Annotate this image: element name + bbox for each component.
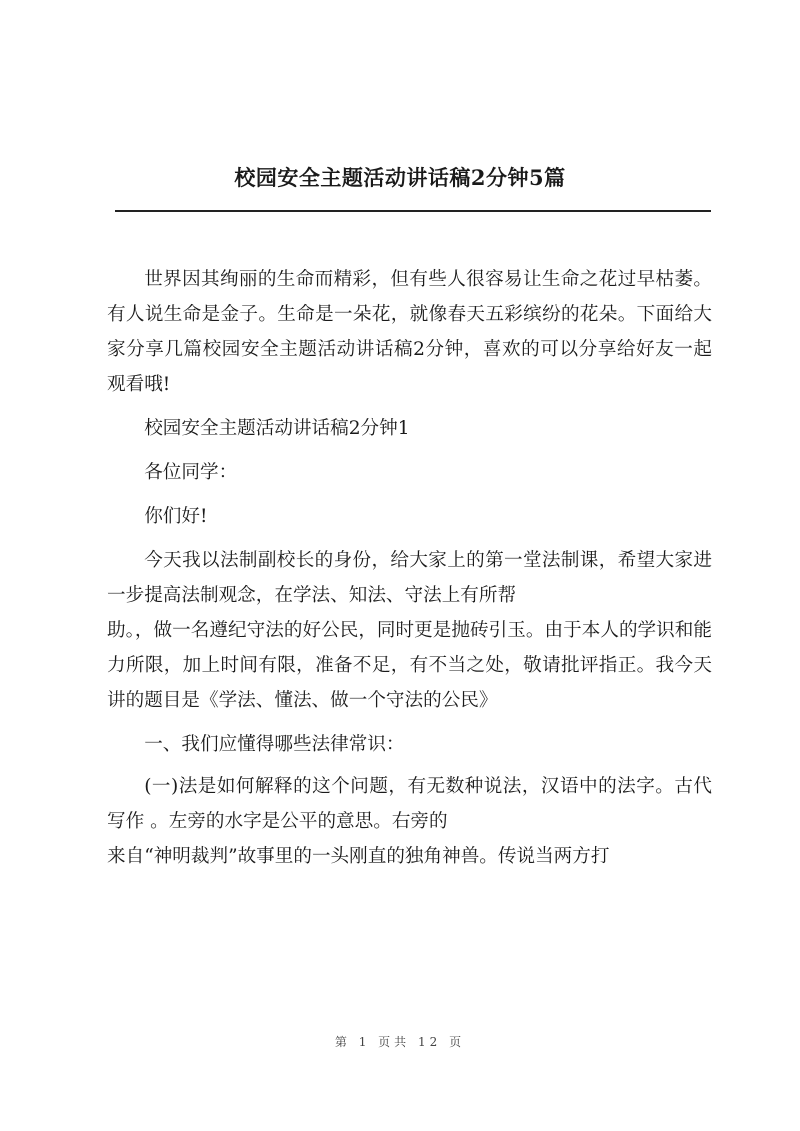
- speech-paragraph: 今天我以法制副校长的身份，给大家上的第一堂法制课，希望大家进一步提高法制观念，在学法、知法、守法上有所帮: [107, 550, 712, 606]
- page-label-mid: 页共: [378, 1035, 411, 1049]
- page-footer: [0, 1033, 800, 1050]
- current-page-number: 1: [358, 1035, 371, 1049]
- speech-paragraph-continued: 助。，做一名遵纪守法的好公民，同时更是抛砖引玉。由于本人的学识和能力所限，加上时间有限，准备不足，有不当之处，敬请批评指正。我今天讲的题目是《学法、懂法、做一个守法的公民》: [107, 620, 712, 711]
- title-divider: [115, 210, 711, 212]
- speech-heading: 校园安全主题活动讲话稿2分钟1: [144, 418, 410, 439]
- page-label-suffix: 页: [449, 1035, 466, 1049]
- section-heading: 一、我们应懂得哪些法律常识：: [144, 734, 405, 755]
- intro-paragraph: 世界因其绚丽的生命而精彩，但有些人很容易让生命之花过早枯萎。有人说生命是金子。生命是一朵花，就像春天五彩缤纷的花朵。下面给大家分享几篇校园安全主题活动讲话稿2分钟，喜欢的可以分享给好友一起观看哦!: [107, 269, 712, 395]
- subsection-paragraph-continued: 来自“神明裁判”故事里的一头刚直的独角神兽。传说当两方打: [107, 846, 610, 867]
- page-label-prefix: 第: [334, 1035, 351, 1049]
- salutation: 各位同学：: [144, 462, 238, 483]
- total-pages-number: 12: [418, 1035, 442, 1049]
- greeting: 你们好!: [144, 506, 208, 527]
- page-title: 校园安全主题活动讲话稿2分钟5篇: [234, 165, 566, 190]
- document-body: [107, 262, 712, 874]
- subsection-paragraph: (一)法是如何解释的这个问题，有无数种说法，汉语中的法字。古代写作 。左旁的水字是公平的意思。右旁的: [107, 776, 712, 832]
